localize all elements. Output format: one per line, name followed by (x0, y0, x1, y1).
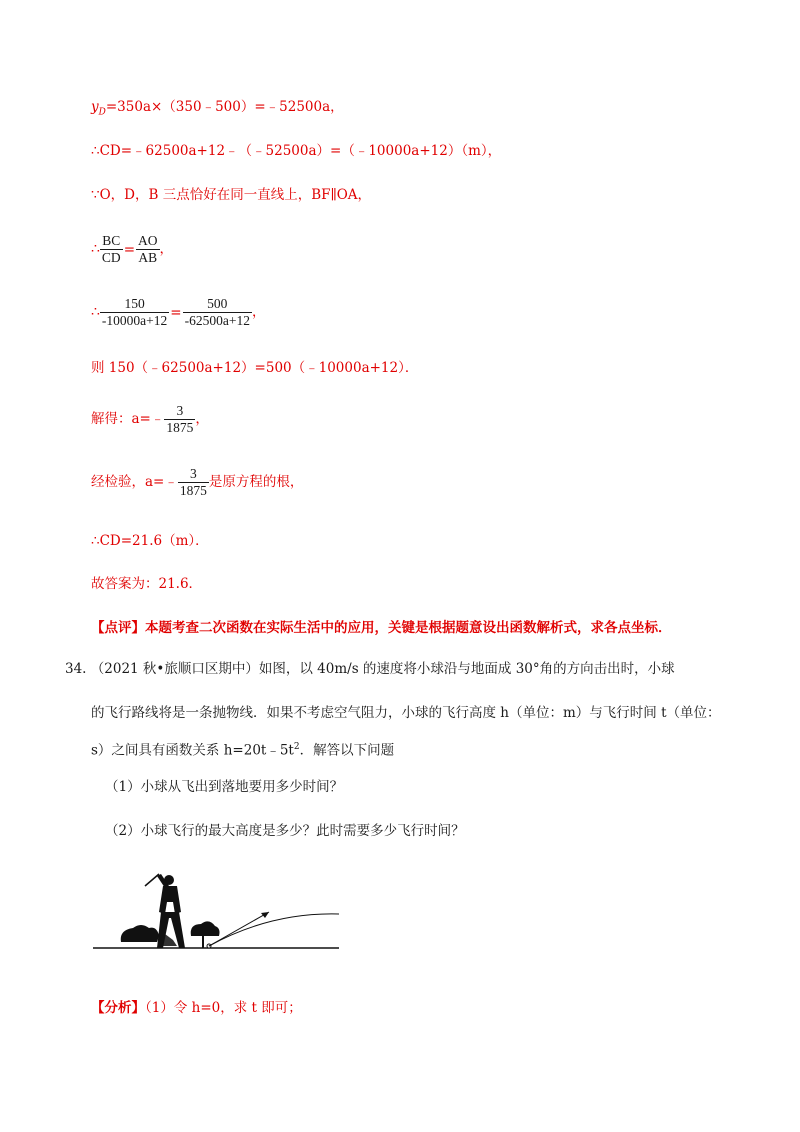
solution-line-yd: $y_D=350a\times(350﹣500)=﹣52500a$， (91, 99, 344, 118)
question-1: （1）小球从飞出到落地要用多少时间？ (105, 779, 344, 795)
solution-line-result: ∴CD=21.6（m）． (91, 533, 209, 549)
golf-club (145, 874, 159, 886)
fraction-bc-cd: $\frac{BC}{CD}$ (101, 233, 121, 265)
fraction-3-1875: $\frac{3}{1875}$ (166, 403, 194, 435)
solution-line-solve: 解得：a=﹣ $\frac{3}{1875}$ ， (91, 403, 209, 435)
golfer-torso (159, 886, 181, 914)
fraction-150: $\frac{150}{-10000a+12}$ (101, 296, 168, 328)
comment-line: 【点评】本题考查二次函数在实际生活中的应用，关键是根据题意设出函数解析式，求各点坐标． (91, 620, 672, 636)
solution-line-ratio: ∴ $\frac{BC}{CD}$ = $\frac{AO}{AB}$ ， (91, 233, 173, 265)
golfer-illustration (91, 862, 343, 968)
analysis-line: 【分析】（1）令 h=0，求 t 即可； (91, 1000, 302, 1016)
solution-line-answer: 故答案为：21.6． (91, 576, 203, 592)
solution-line-ratio-values: ∴ $\frac{150}{-10000a+12}$ = $\frac{500}{-62500a+12}$ ， (91, 296, 266, 328)
bush-right (191, 921, 220, 936)
question-2: （2）小球飞行的最大高度是多少？此时需要多少飞行时间？ (105, 823, 465, 839)
solution-line-collinear: ∵O，D，B 三点恰好在同一直线上，BF∥OA， (91, 187, 372, 203)
fraction-3-1875-check: $\frac{3}{1875}$ (179, 466, 207, 498)
problem-line-1: 34. （2021 秋•旅顺口区期中）如图，以 40m/s 的速度将小球沿与地面成 30°角的方向击出时，小球 (65, 661, 675, 677)
arrow-head (261, 912, 269, 918)
problem-number: 34. (65, 661, 87, 677)
ball-trajectory (209, 914, 339, 946)
fraction-ao-ab: $\frac{AO}{AB}$ (138, 233, 158, 265)
problem-line-2: 的飞行路线将是一条抛物线．如果不考虑空气阻力，小球的飞行高度 h（单位：m）与飞行时间 t（单位： (91, 705, 721, 721)
bush-left (121, 925, 159, 942)
solution-line-check: 经检验，a=﹣ $\frac{3}{1875}$ 是原方程的根， (91, 466, 304, 498)
golfer-figure (91, 862, 343, 968)
solution-line-equation: 则 150（﹣62500a+12）=500（﹣10000a+12）． (91, 360, 419, 376)
fraction-500: $\frac{500}{-62500a+12}$ (184, 296, 250, 328)
problem-line-3: s）之间具有函数关系 $h=20t﹣5t^2$．解答以下问题 (91, 742, 395, 759)
solution-line-cd: ∴CD=﹣62500a+12﹣（﹣52500a）=（﹣10000a+12）（m）， (91, 143, 502, 159)
